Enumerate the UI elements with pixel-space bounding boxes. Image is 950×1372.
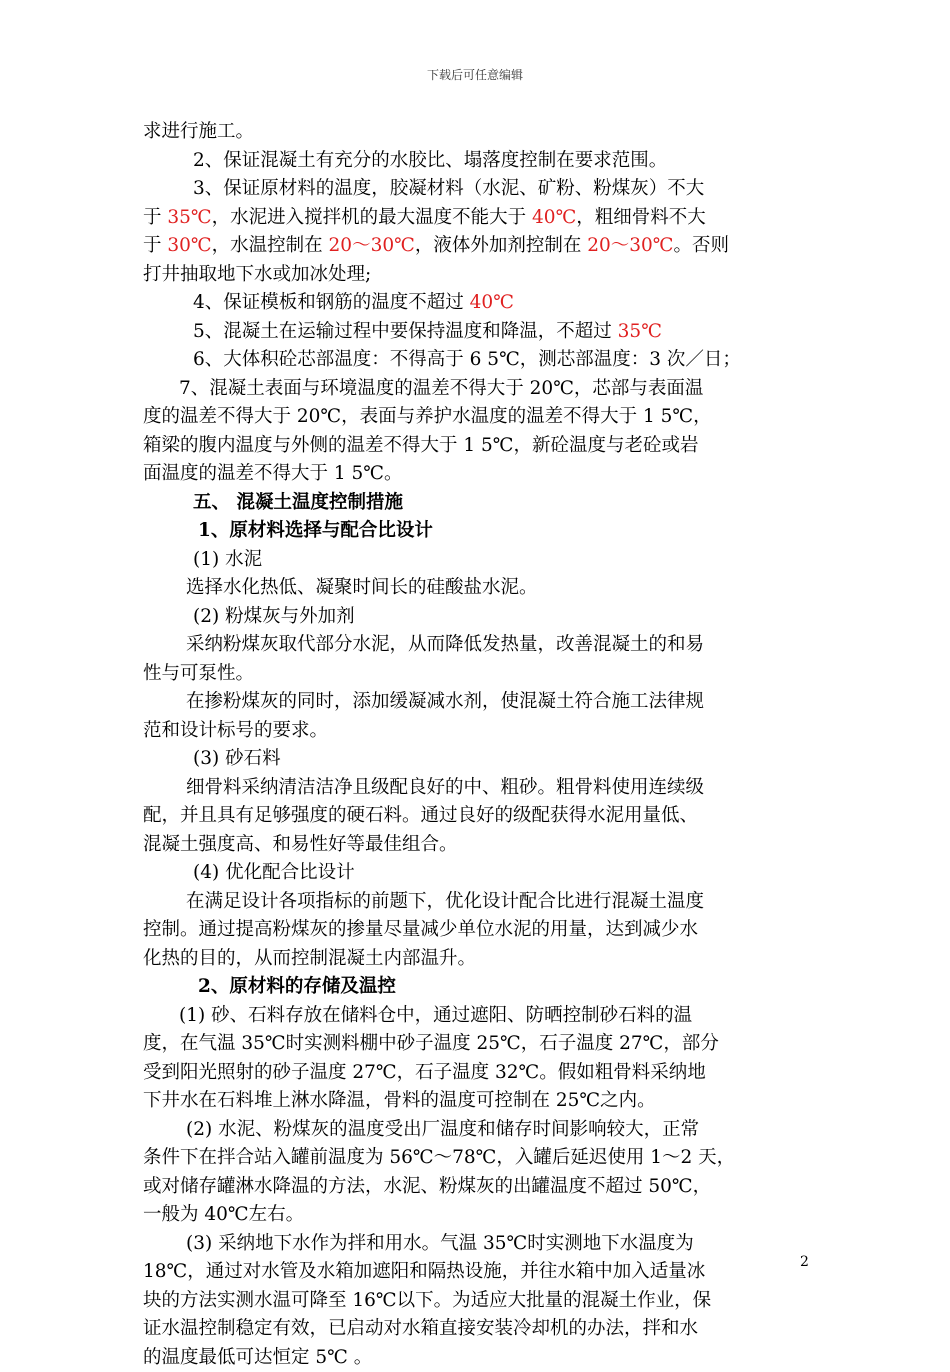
text-run: 五、 混凝土温度控制措施 xyxy=(193,492,403,513)
text-line xyxy=(143,1059,823,1088)
text-run: 4、保证模板和钢筋的温度不超过 xyxy=(193,292,470,313)
highlighted-value: 40℃ xyxy=(532,207,576,228)
text-run: 选择水化热低、凝聚时间长的硅酸盐水泥。 xyxy=(186,577,538,598)
highlighted-value: 20～30℃ xyxy=(329,235,415,256)
text-run: (2) 水泥、粉煤灰的温度受出厂温度和储存时间影响较大，正常 xyxy=(186,1119,699,1140)
text-run: 一般为 40℃左右。 xyxy=(143,1204,304,1225)
text-run: 在掺粉煤灰的同时，添加缓凝减水剂，使混凝土符合施工法律规 xyxy=(186,691,704,712)
text-run: 打井抽取地下水或加冰处理; xyxy=(143,264,371,285)
text-run: 下井水在石料堆上淋水降温，骨料的温度可控制在 25℃之内。 xyxy=(143,1090,656,1111)
text-run: 块的方法实测水温可降至 16℃以下。为适应大批量的混凝土作业，保 xyxy=(143,1290,711,1311)
document-body xyxy=(143,118,823,1372)
text-run: (4) 优化配合比设计 xyxy=(193,862,355,883)
text-line xyxy=(143,1173,823,1202)
highlighted-value: 20～30℃ xyxy=(587,235,673,256)
text-line xyxy=(143,346,823,375)
text-run: 受到阳光照射的砂子温度 27℃，石子温度 32℃。假如粗骨料采纳地 xyxy=(143,1062,706,1083)
text-line xyxy=(143,375,823,404)
text-run: 于 xyxy=(143,235,167,256)
text-line xyxy=(143,1030,823,1059)
text-run: 2、保证混凝土有充分的水胶比、塌落度控制在要求范围。 xyxy=(193,150,667,171)
text-line xyxy=(143,546,823,575)
text-run: 控制。通过提高粉煤灰的掺量尽量减少单位水泥的用量，达到减少水 xyxy=(143,919,698,940)
text-line xyxy=(143,888,823,917)
text-line xyxy=(143,1116,823,1145)
text-run: 3、保证原材料的温度，胶凝材料（水泥、矿粉、粉煤灰）不大 xyxy=(193,178,704,199)
text-run: 证水温控制稳定有效，已启动对水箱直接安装冷却机的办法，拌和水 xyxy=(143,1318,698,1339)
text-run: ，液体外加剂控制在 xyxy=(415,235,587,256)
text-run: 化热的目的，从而控制混凝土内部温升。 xyxy=(143,948,476,969)
text-line xyxy=(143,1258,823,1287)
text-run: 箱梁的腹内温度与外侧的温差不得大于 1 5℃，新砼温度与老砼或岩 xyxy=(143,435,699,456)
text-line xyxy=(143,289,823,318)
text-run: 条件下在拌合站入罐前温度为 56℃～78℃，入罐后延迟使用 1～2 天， xyxy=(143,1147,735,1168)
text-line xyxy=(143,204,823,233)
highlighted-value: 30℃ xyxy=(167,235,211,256)
text-line xyxy=(143,318,823,347)
text-line xyxy=(143,1087,823,1116)
text-line xyxy=(143,1287,823,1316)
text-line xyxy=(143,261,823,290)
text-line xyxy=(143,1230,823,1259)
text-line xyxy=(143,660,823,689)
highlighted-value: 40℃ xyxy=(470,292,514,313)
text-line xyxy=(143,460,823,489)
text-line xyxy=(143,1144,823,1173)
text-line xyxy=(143,603,823,632)
text-line xyxy=(143,403,823,432)
text-run: (1) 砂、石料存放在储料仓中，通过遮阳、防晒控制砂石料的温 xyxy=(179,1005,692,1026)
text-run: 或对储存罐淋水降温的方法，水泥、粉煤灰的出罐温度不超过 50℃， xyxy=(143,1176,711,1197)
highlighted-value: 35℃ xyxy=(167,207,211,228)
section-heading-line xyxy=(143,517,823,546)
text-line xyxy=(143,1002,823,1031)
text-line xyxy=(143,147,823,176)
text-run: 6、大体积砼芯部温度：不得高于 6 5℃，测芯部温度：3 次／日； xyxy=(193,349,741,370)
section-heading-line xyxy=(143,489,823,518)
text-line xyxy=(143,175,823,204)
text-run: 2、原材料的存储及温控 xyxy=(198,976,396,997)
text-line xyxy=(143,945,823,974)
text-run: 1、原材料选择与配合比设计 xyxy=(198,520,433,541)
text-line xyxy=(143,232,823,261)
page-number: 2 xyxy=(800,1254,809,1270)
text-run: 面温度的温差不得大于 1 5℃。 xyxy=(143,463,403,484)
text-run: 度，在气温 35℃时实测料棚中砂子温度 25℃，石子温度 27℃，部分 xyxy=(143,1033,719,1054)
section-heading-line xyxy=(143,973,823,1002)
text-run: 的温度最低可达恒定 5℃ 。 xyxy=(143,1347,372,1368)
text-run: (1) 水泥 xyxy=(193,549,262,570)
text-run: 范和设计标号的要求。 xyxy=(143,720,328,741)
text-line xyxy=(143,1344,823,1372)
text-line xyxy=(143,688,823,717)
text-run: ，水温控制在 xyxy=(212,235,329,256)
text-line xyxy=(143,118,823,147)
text-run: (2) 粉煤灰与外加剂 xyxy=(193,606,355,627)
text-line xyxy=(143,574,823,603)
text-run: 。否则 xyxy=(673,235,729,256)
text-line xyxy=(143,802,823,831)
text-line xyxy=(143,1315,823,1344)
text-line xyxy=(143,859,823,888)
text-line xyxy=(143,916,823,945)
highlighted-value: 35℃ xyxy=(618,321,662,342)
page-header: 下载后可任意编辑 xyxy=(0,66,950,83)
text-line xyxy=(143,774,823,803)
text-run: 5、混凝土在运输过程中要保持温度和降温，不超过 xyxy=(193,321,618,342)
text-line xyxy=(143,1201,823,1230)
text-line xyxy=(143,432,823,461)
text-run: 采纳粉煤灰取代部分水泥，从而降低发热量，改善混凝土的和易 xyxy=(186,634,704,655)
text-line xyxy=(143,831,823,860)
text-run: ，水泥进入搅拌机的最大温度不能大于 xyxy=(212,207,532,228)
text-run: 细骨料采纳清洁洁净且级配良好的中、粗砂。粗骨料使用连续级 xyxy=(186,777,704,798)
text-run: ，粗细骨料不大 xyxy=(576,207,706,228)
text-run: 7、混凝土表面与环境温度的温差不得大于 20℃，芯部与表面温 xyxy=(179,378,703,399)
text-run: 求进行施工。 xyxy=(143,121,254,142)
text-run: 性与可泵性。 xyxy=(143,663,254,684)
text-run: 配，并且具有足够强度的硬石料。通过良好的级配获得水泥用量低、 xyxy=(143,805,698,826)
text-run: 度的温差不得大于 20℃，表面与养护水温度的温差不得大于 1 5℃， xyxy=(143,406,712,427)
text-run: (3) 采纳地下水作为拌和用水。气温 35℃时实测地下水温度为 xyxy=(186,1233,694,1254)
text-run: 混凝土强度高、和易性好等最佳组合。 xyxy=(143,834,458,855)
text-line xyxy=(143,717,823,746)
text-run: 在满足设计各项指标的前题下，优化设计配合比进行混凝土温度 xyxy=(186,891,704,912)
text-run: 于 xyxy=(143,207,167,228)
text-run: (3) 砂石料 xyxy=(193,748,281,769)
text-line xyxy=(143,745,823,774)
text-line xyxy=(143,631,823,660)
text-run: 18℃，通过对水管及水箱加遮阳和隔热设施，并往水箱中加入适量冰 xyxy=(143,1261,705,1282)
